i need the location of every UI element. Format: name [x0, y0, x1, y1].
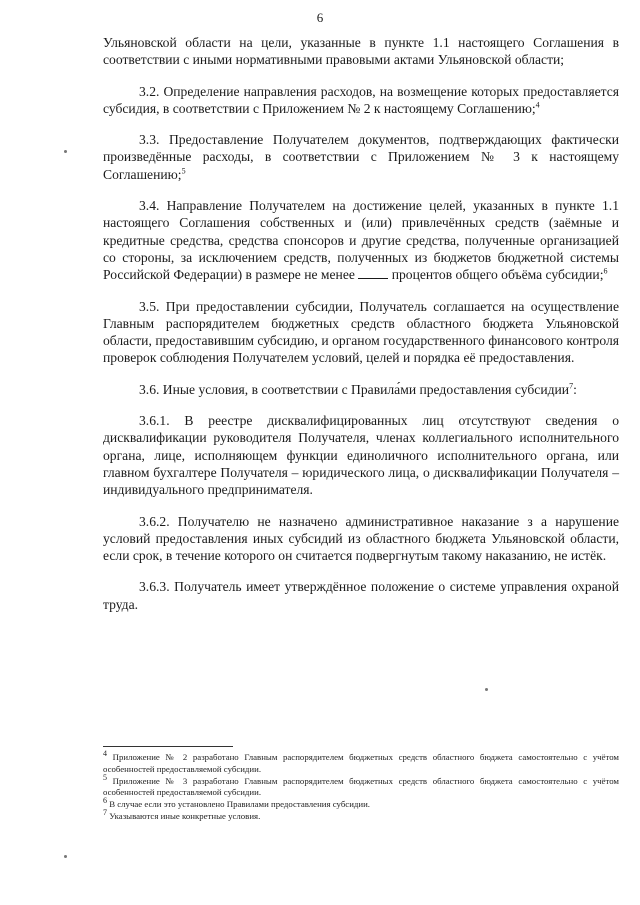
paragraph-3-4-tail: процентов общего объёма субсидии;	[388, 267, 604, 283]
scan-speck	[485, 688, 488, 691]
paragraph-3-5: 3.5. При предоставлении субсидии, Получатель соглашается на осуществление Главным распорядителем бюджетных средств областного бюджета Ульяновской области, предоставившим субсидию, и органом государственного финансового контроля проверок соблюдения Получателем условий, целей и порядка её предоставления.	[103, 298, 619, 366]
footnote-ref-7: 7	[569, 381, 574, 391]
footnote-ref-6: 6	[603, 266, 608, 276]
footnote-ref-5: 5	[181, 166, 186, 176]
footnote-divider	[103, 746, 233, 747]
paragraph-3-3-text: 3.3. Предоставление Получателем документов, подтверждающих фактически произведённые расходы, в соответствии с Приложением № 3 к настоящему Соглашению;	[103, 132, 619, 182]
footnote-4	[103, 749, 619, 776]
footnote-6-num: 6	[103, 796, 107, 806]
document-body	[103, 34, 619, 627]
paragraph-3-6-text: 3.6. Иные условия, в соответствии с Правила́ми предоставления субсидии	[139, 381, 570, 397]
footnotes	[103, 749, 619, 823]
paragraph-continuation: Ульяновской области на цели, указанные в пункте 1.1 настоящего Соглашения в соответствии с иными нормативными правовыми актами Ульяновской области;	[103, 35, 619, 68]
footnote-7-num: 7	[103, 808, 107, 818]
footnote-4-text: Приложение № 2 разработано Главным распорядителем бюджетных средств областного бюджета самостоятельно с учётом особенностей предоставляемой субсидии.	[103, 752, 619, 774]
footnote-7	[103, 808, 619, 823]
footnote-7-text: Указываются иные конкретные условия.	[107, 810, 261, 821]
paragraph-3-6	[103, 381, 619, 398]
scan-speck	[64, 855, 67, 858]
paragraph-3-6-1: 3.6.1. В реестре дисквалифицированных лиц отсутствуют сведения о дисквалификации руководителя Получателя, членах коллегиального исполнительного органа, лице, исполняющем функции единоличного исполнительного органа, или главном бухгалтере Получателя – юридического лица, о дисквалификации Получателя – индивидуального предпринимателя.	[103, 413, 619, 498]
footnote-4-num: 4	[103, 749, 107, 759]
footnote-6-text: В случае если это установлено Правилами предоставления субсидии.	[107, 799, 370, 810]
paragraph-3-6-3: 3.6.3. Получатель имеет утверждённое положение о системе управления охраной труда.	[103, 579, 619, 612]
paragraph-3-4-text: 3.4. Направление Получателем на достижение целей, указанных в пункте 1.1 настоящего Соглашения собственных и (или) привлечённых средств (заёмные и кредитные средства, средства спонсоров и другие средства, полученные организацией со стороны, за исключением средств, полученных из бюджетов бюджетной системы Российской Федерации) в размере не менее	[103, 198, 619, 283]
paragraph-3-4	[103, 197, 619, 283]
paragraph-3-6-colon: :	[573, 381, 577, 397]
footnote-5	[103, 772, 619, 800]
blank-percent-field	[358, 267, 388, 279]
paragraph-3-2-text: 3.2. Определение направления расходов, на возмещение которых предоставляется субсидия, в соответствии с Приложением № 2 к настоящему Соглашению;	[103, 83, 619, 116]
paragraph-3-6-2: 3.6.2. Получателю не назначено административное наказание з а нарушение условий предоставления иных субсидий из областного бюджета Ульяновской области, если срок, в течение которого он считается подвергнутым такому наказанию, не истёк.	[103, 513, 619, 564]
footnote-ref-4: 4	[535, 100, 540, 110]
footnote-5-num: 5	[103, 772, 107, 782]
footnote-6	[103, 796, 619, 811]
paragraph-3-3	[103, 131, 619, 183]
scan-speck	[64, 150, 67, 153]
footnote-5-text: Приложение № 3 разработано Главным распорядителем бюджетных средств областного бюджета самостоятельно с учётом особенностей предоставляемой субсидии.	[103, 775, 619, 798]
paragraph-3-2	[103, 83, 619, 118]
page-number: 6	[316, 10, 324, 25]
